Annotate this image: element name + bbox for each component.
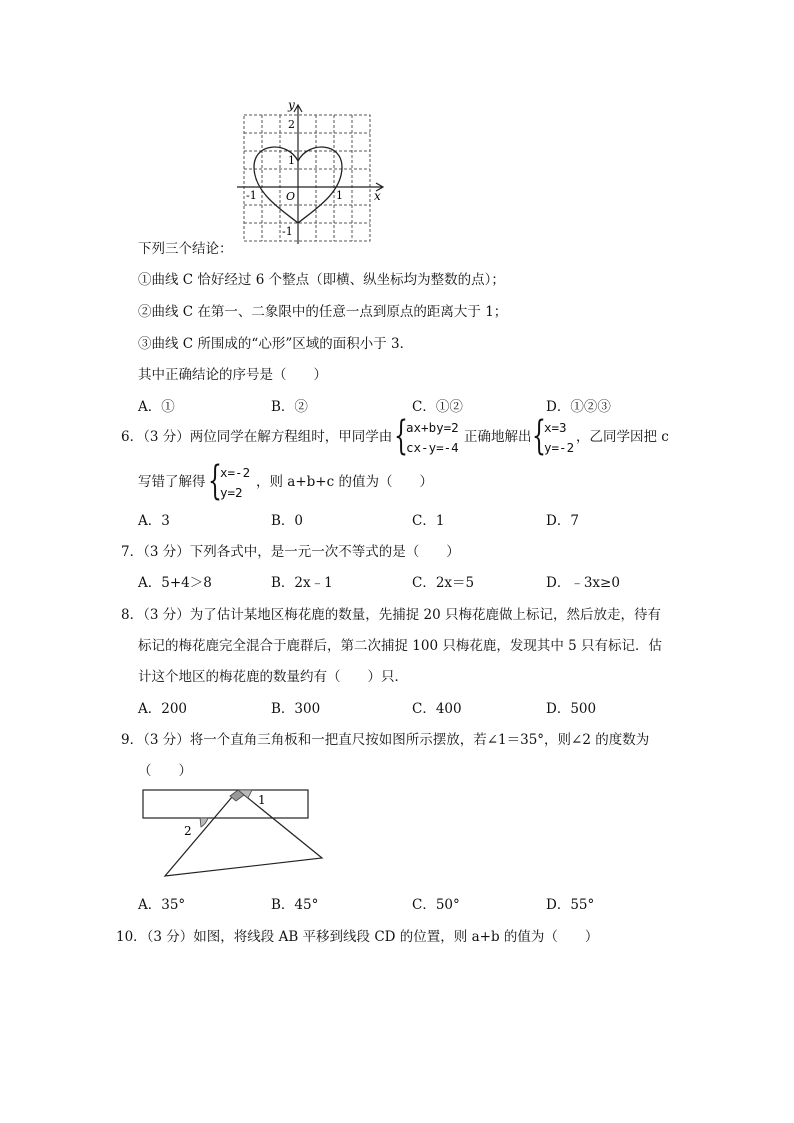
q8-line2: 标记的梅花鹿完全混合于鹿群后，第二次捕捉 100 只梅花鹿，发现其中 5 只有标记．估: [138, 638, 663, 654]
q6-options: [138, 509, 718, 529]
q6-system-1: [406, 418, 459, 458]
q6-option-a[interactable]: A．3: [138, 513, 170, 529]
q6-system-3: [220, 463, 250, 503]
q6-system-2-eq2: y=-2: [544, 440, 575, 455]
heart-curve-figure: [232, 98, 392, 244]
q9-option-b[interactable]: B．45°: [271, 897, 319, 913]
q8-line1: 8．（3 分）为了估计某地区梅花鹿的数量，先捕捉 20 只梅花鹿做上标记，然后放走，待有: [121, 607, 661, 623]
q9-option-a[interactable]: A．35°: [138, 897, 186, 913]
q8-line3: 计这个地区的梅花鹿的数量约有（ ）只．: [138, 669, 408, 685]
q5-options: [138, 395, 718, 415]
origin-label: O: [286, 190, 296, 203]
angle-1-label: 1: [258, 793, 266, 807]
ruler-triangle-figure: [138, 784, 334, 880]
q6-system-2-eq1: x=3: [544, 420, 567, 435]
q6-brace-1: {: [394, 413, 408, 459]
q9-line2: （ ）: [138, 763, 192, 779]
q6-line2-head: 写错了解得: [138, 474, 206, 490]
q6-system-3-eq2: y=2: [220, 485, 243, 500]
tick-yneg1: -1: [282, 225, 293, 238]
q7-options: [138, 571, 718, 591]
axis-y-label: y: [288, 98, 295, 112]
q8-option-a[interactable]: A．200: [138, 701, 188, 717]
tick-x1: 1: [336, 189, 343, 202]
q7-option-b[interactable]: B．2x﹣1: [271, 575, 333, 591]
angle-2-mark: [200, 818, 208, 827]
q7-option-c[interactable]: C．2x＝5: [412, 575, 475, 591]
q8-option-b[interactable]: B．300: [271, 701, 321, 717]
q9-options: [138, 893, 718, 913]
tick-xneg1: -1: [246, 189, 257, 202]
q5-option-d[interactable]: D．①②③: [546, 399, 611, 415]
q6-system-3-eq1: x=-2: [220, 465, 251, 480]
q8-options: [138, 697, 718, 717]
q8-option-c[interactable]: C．400: [412, 701, 462, 717]
q5-option-c[interactable]: C．①②: [412, 399, 463, 415]
q5-conclusion-2: ②曲线 C 在第一、二象限中的任意一点到原点的距离大于 1；: [138, 304, 508, 320]
q9-option-d[interactable]: D．55°: [546, 897, 595, 913]
q5-intro: 下列三个结论：: [138, 241, 233, 257]
tick-y2: 2: [288, 118, 295, 131]
q6-option-b[interactable]: B．0: [271, 513, 304, 529]
q6-option-d[interactable]: D．7: [546, 513, 579, 529]
q6-brace-2: {: [532, 413, 546, 459]
q7-option-d[interactable]: D．﹣3x≥0: [546, 575, 620, 591]
q9-option-c[interactable]: C．50°: [412, 897, 460, 913]
q6-brace-3: {: [208, 458, 222, 504]
q7-question: 7．（3 分）下列各式中，是一元一次不等式的是（ ）: [121, 544, 460, 560]
q8-option-d[interactable]: D．500: [546, 701, 597, 717]
angle-2-label: 2: [184, 824, 192, 838]
axis-x-label: x: [374, 189, 381, 203]
q5-option-a[interactable]: A．①: [138, 399, 175, 415]
q6-mid: 正确地解出: [464, 429, 532, 445]
q6-system-1-eq1: ax+by=2: [406, 420, 459, 435]
q6-system-2: [544, 418, 574, 458]
q7-option-a[interactable]: A．5+4＞8: [138, 575, 212, 591]
q5-conclusion-3: ③曲线 C 所围成的“心形”区域的面积小于 3．: [138, 336, 414, 352]
q6-head: 6．（3 分）两位同学在解方程组时，甲同学由: [121, 429, 393, 445]
q6-option-c[interactable]: C．1: [412, 513, 445, 529]
q9-line1: 9．（3 分）将一个直角三角板和一把直尺按如图所示摆放，若∠1＝35°，则∠2 的度数为: [121, 732, 650, 748]
q5-question: 其中正确结论的序号是（ ）: [138, 367, 327, 383]
q5-conclusion-1: ①曲线 C 恰好经过 6 个整点（即横、纵坐标均为整数的点）；: [138, 272, 505, 288]
q6-tail: ，乙同学因把 c: [576, 429, 669, 445]
q6-line2-tail: ，则 a+b+c 的值为（ ）: [256, 474, 433, 490]
q6-system-1-eq2: cx-y=-4: [406, 440, 459, 455]
q10-question: 10．（3 分）如图，将线段 AB 平移到线段 CD 的位置，则 a+b 的值为（ ）: [116, 929, 599, 945]
q5-option-b[interactable]: B．②: [271, 399, 308, 415]
tick-y1: 1: [288, 154, 295, 167]
